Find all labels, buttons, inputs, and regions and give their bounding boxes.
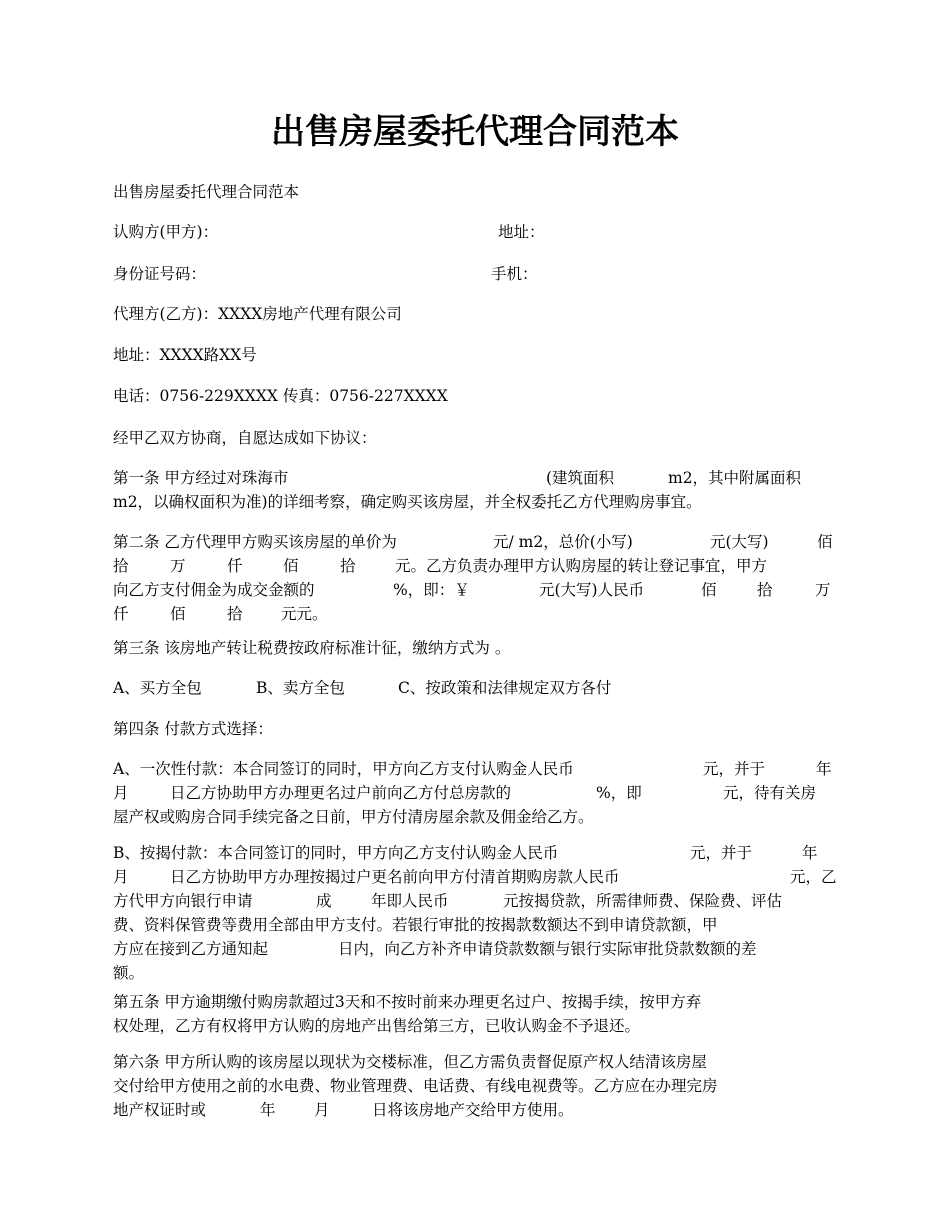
document-subtitle: 出售房屋委托代理合同范本	[113, 183, 300, 201]
document-title: 出售房屋委托代理合同范本	[271, 112, 679, 152]
phone-label: 手机：	[491, 265, 538, 283]
intro-line: 经甲乙双方协商，自愿达成如下协议：	[113, 429, 377, 447]
article-6: 第六条 甲方所认购的该房屋以现状为交楼标准，但乙方需负责督促原产权人结清该房屋 交付给甲方使用之前的水电费、物业管理费、电话费、有线电视费等。乙方应在办理完房 地产权证时或 年 月 日将该房地产交给甲方使用。	[113, 1053, 718, 1119]
agent-address-line: 地址：XXXX路XX号	[113, 346, 257, 364]
article-5: 第五条 甲方逾期缴付购房款超过3天和不按时前来办理更名过户、按揭手续，按甲方弃 权处理，乙方有权将甲方认购的房地产出售给第三方，已收认购金不予退还。	[113, 993, 702, 1035]
article-1-part-a: 第一条 甲方经过对珠海市	[113, 469, 289, 487]
article-1-part-c: m2，其中附属面积	[668, 469, 802, 487]
article-4: 第四条 付款方式选择：	[113, 720, 273, 738]
agent-line: 代理方(乙方)：XXXX房地产代理有限公司	[113, 305, 402, 323]
article-2: 第二条 乙方代理甲方购买该房屋的单价为 元/ m2，总价(小写) 元(大写) 佰 拾 万 仟 佰 拾 元。乙方负责办理甲方认购房屋的转让登记事宜，甲方 向乙方支付佣金为成交金额的 %，即：￥ 元(大写)人民币 佰 拾 万 仟 佰 拾 元元。	[113, 533, 833, 623]
id-label: 身份证号码：	[113, 265, 207, 283]
article-4-option-a: A、一次性付款：本合同签订的同时，甲方向乙方支付认购金人民币 元，并于 年 月 日乙方协助甲方办理更名过户前向乙方付总房款的 %，即 元，待有关房 屋产权或购房合同手续完备之日前，甲方付清房屋余款及佣金给乙方。	[113, 760, 832, 826]
option-c: C、按政策和法律规定双方各付	[398, 679, 612, 697]
option-a: A、买方全包	[113, 679, 202, 697]
buyer-line	[113, 220, 838, 244]
article-3: 第三条 该房地产转让税费按政府标准计征，缴纳方式为 。	[113, 639, 511, 657]
option-b: B、卖方全包	[256, 679, 345, 697]
article-1: 第一条 甲方经过对珠海市 (建筑面积 m2，其中附属面积 m2，以确权面积为准)的详细考察，确定购买该房屋，并全权委托乙方代理购房事宜。	[113, 466, 838, 514]
article-3-options	[113, 676, 838, 700]
agent-contact-line: 电话：0756-229XXXX 传真：0756-227XXXX	[113, 387, 448, 405]
buyer-address-label: 地址：	[498, 223, 545, 241]
buyer-label: 认购方(甲方)：	[113, 223, 219, 241]
article-4-option-b: B、按揭付款：本合同签订的同时，甲方向乙方支付认购金人民币 元，并于 年 月 日乙方协助甲方办理按揭过户更名前向甲方付清首期购房款人民币 元，乙 方代甲方向银行申请 成 年即人民币 元按揭贷款，所需律师费、保险费、评估 费、资料保管费等费用全部由甲方支付。若银行审批的按揭款数额达不到申请贷款额，甲 方应在接到乙方通知起 日内，向乙方补齐申请贷款数额与银行实际审批贷款数额的差 额。	[113, 844, 837, 982]
id-line	[113, 262, 838, 286]
article-1-part-b: (建筑面积	[546, 469, 615, 487]
